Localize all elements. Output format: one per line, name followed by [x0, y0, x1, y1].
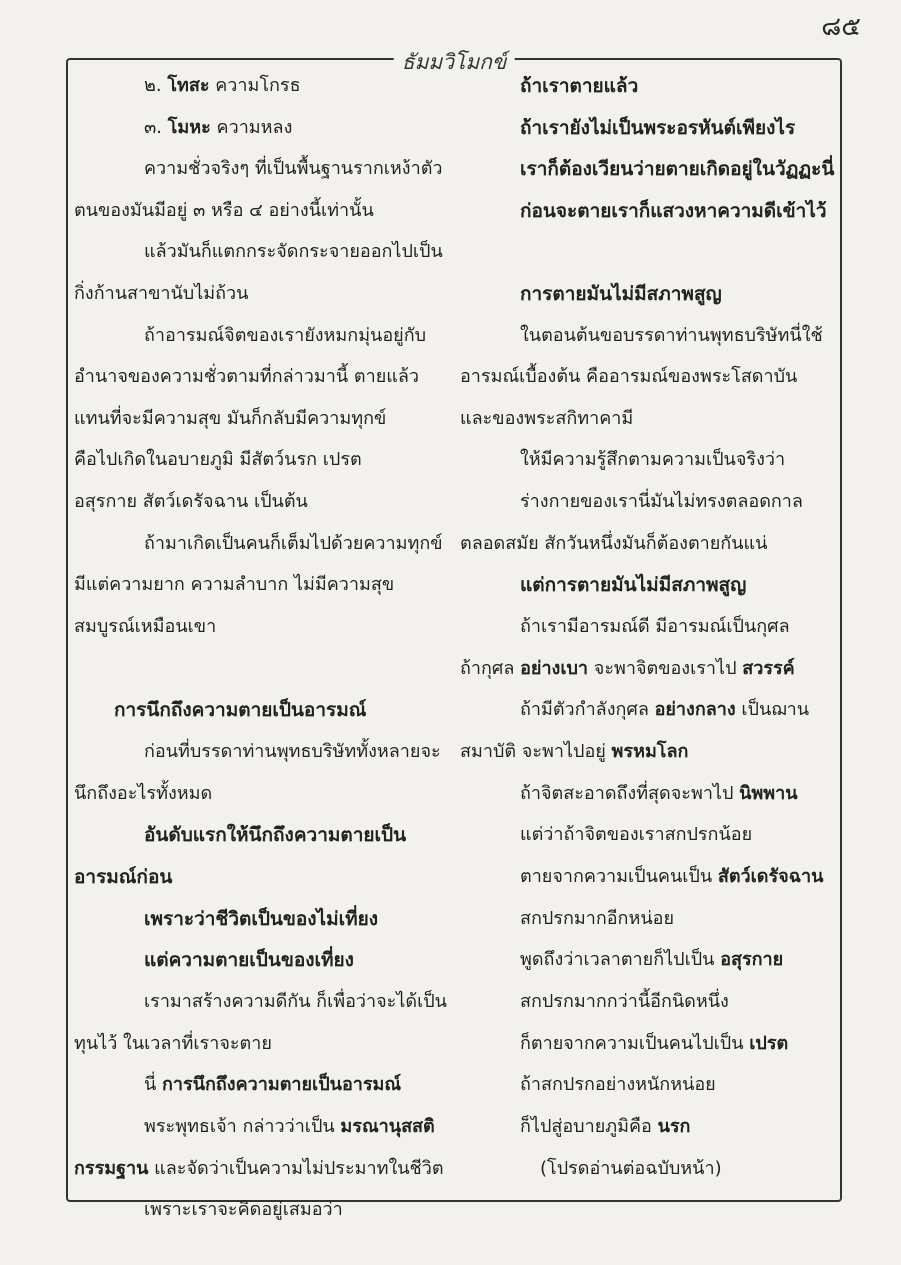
bold-text: อันดับแรกให้นึกถึงความตายเป็น [144, 824, 407, 846]
bold-text: อารมณ์ก่อน [74, 866, 173, 888]
text-span: นึกถึงอะไรทั้งหมด [74, 783, 213, 804]
left-text-line [144, 239, 443, 265]
text-span: ๓. [144, 117, 168, 138]
bold-text: ถ้าเรายังไม่เป็นพระอรหันต์เพียงไร [520, 117, 796, 139]
left-text-line [114, 697, 366, 723]
right-text-line [520, 156, 834, 182]
left-text-line [74, 572, 394, 598]
text-span: ถ้าเรามีอารมณ์ดี มีอารมณ์เป็นกุศล [520, 616, 790, 637]
bold-text: อสุรกาย [720, 949, 784, 970]
text-span: ถ้ากุศล [460, 658, 521, 679]
bold-text: เพราะว่าชีวิตเป็นของไม่เที่ยง [144, 908, 379, 930]
right-text-line [540, 1156, 722, 1182]
bold-text: การนึกถึงความตายเป็นอารมณ์ [114, 699, 367, 721]
text-span: สกปรกมากกว่านี้อีกนิดหนึ่ง [520, 991, 729, 1012]
text-span: ก็ตายจากความเป็นคนไปเป็น [520, 1033, 750, 1054]
left-text-line [144, 73, 301, 99]
right-text-line [520, 198, 827, 224]
bold-text: พรหมโลก [611, 741, 689, 762]
left-text-line [74, 447, 362, 473]
left-text-line [74, 406, 386, 432]
left-text-line [144, 989, 447, 1015]
left-text-line [74, 198, 374, 224]
left-text-line [144, 323, 426, 349]
right-text-line [520, 73, 638, 99]
text-span: แต่ว่าถ้าจิตของเราสกปรกน้อย [520, 824, 753, 845]
left-text-line [74, 364, 419, 390]
text-span: อำนาจของความชั่วตามที่กล่าวมานี้ ตายแล้ว [74, 366, 419, 387]
text-span: ทุนไว้ ในเวลาที่เราจะตาย [74, 1033, 272, 1054]
right-text-line [520, 489, 803, 515]
right-text-line [520, 572, 746, 598]
text-span: ก็ไปสู่อบายภูมิคือ [520, 1116, 658, 1137]
left-text-line [74, 489, 308, 515]
right-text-line [460, 364, 797, 390]
right-text-line [520, 989, 729, 1015]
right-text-line [520, 115, 795, 141]
text-span: ในตอนต้นขอบรรดาท่านพุทธบริษัทนี่ใช้ [520, 325, 823, 346]
left-text-line [144, 739, 441, 765]
bold-text: นรก [657, 1116, 691, 1137]
right-text-line [520, 1031, 788, 1057]
right-text-line [520, 697, 809, 723]
bold-text: อย่างกลาง [654, 699, 736, 720]
left-text-line [144, 822, 406, 848]
text-span: อารมณ์เบื้องต้น คืออารมณ์ของพระโสดาบัน [460, 366, 798, 387]
text-span: จะพาจิตของเราไป [588, 658, 743, 679]
left-text-line [74, 781, 212, 807]
left-text-line [74, 1031, 272, 1057]
right-text-line [520, 323, 823, 349]
bold-text: โมหะ [167, 117, 211, 138]
text-span: ๒. [144, 75, 168, 96]
text-span: อสุรกาย สัตว์เดรัจฉาน เป็นต้น [74, 491, 308, 512]
bold-text: แต่การตายมันไม่มีสภาพสูญ [520, 574, 747, 596]
article-frame [66, 50, 842, 1220]
bold-text: ก่อนจะตายเราก็แสวงหาความดีเข้าไว้ [520, 200, 827, 222]
page-number: ๘๕ [821, 12, 861, 42]
right-text-line [520, 822, 752, 848]
text-span: ตายจากความเป็นคนเป็น [520, 866, 718, 887]
left-text-line [74, 864, 172, 890]
bold-text: การนึกถึงความตายเป็นอารมณ์ [162, 1074, 402, 1095]
bold-text: เปรต [749, 1033, 789, 1054]
text-span: ถ้าสกปรกอย่างหนักหน่อย [520, 1074, 716, 1095]
text-span: และของพระสกิทาคามี [460, 408, 634, 429]
right-text-line [520, 614, 790, 640]
right-text-line [520, 781, 798, 807]
text-span: ถ้ามีตัวกำลังกุศล [520, 699, 655, 720]
text-span: สมบูรณ์เหมือนเขา [74, 616, 217, 637]
bold-text: เราก็ต้องเวียนว่ายตายเกิดอยู่ในวัฏฏะนี่ [520, 158, 835, 180]
running-header: ธัมมวิโมกข์ [394, 46, 515, 79]
text-span: ถ้าจิตสะอาดถึงที่สุดจะพาไป [520, 783, 740, 804]
right-text-line [520, 947, 783, 973]
right-text-line [520, 1072, 716, 1098]
bold-text: สัตว์เดรัจฉาน [717, 866, 824, 887]
text-span: ให้มีความรู้สึกตามความเป็นจริงว่า [520, 449, 786, 470]
right-text-line [460, 531, 767, 557]
text-span: เป็นฌาน [735, 699, 810, 720]
left-text-line [74, 1156, 444, 1182]
right-text-line [520, 281, 722, 307]
text-span: ก่อนที่บรรดาท่านพุทธบริษัททั้งหลายจะ [144, 741, 441, 762]
left-text-line [144, 947, 354, 973]
left-text-line [144, 1114, 435, 1140]
bold-text: ถ้าเราตายแล้ว [520, 75, 639, 97]
text-span: ถ้าอารมณ์จิตของเรายังหมกมุ่นอยู่กับ [144, 325, 427, 346]
text-span: ถ้ามาเกิดเป็นคนก็เต็มไปด้วยความทุกข์ [144, 533, 443, 554]
text-span: กิ่งก้านสาขานับไม่ถ้วน [74, 283, 249, 304]
text-span: เรามาสร้างความดีกัน ก็เพื่อว่าจะได้เป็น [144, 991, 447, 1012]
text-span: สมาบัติ จะพาไปอยู่ [460, 741, 612, 762]
text-span: นี่ [144, 1074, 163, 1095]
text-span: ความหลง [210, 117, 293, 138]
right-text-line [460, 656, 795, 682]
right-text-line [460, 739, 688, 765]
bold-text: มรณานุสสติ [340, 1116, 435, 1137]
text-span: ตนของมันมีอยู่ ๓ หรือ ๔ อย่างนี้เท่านั้น [74, 200, 374, 221]
left-text-line [74, 281, 248, 307]
text-span: (โปรดอ่านต่อฉบับหน้า) [540, 1158, 722, 1179]
bold-text: กรรมฐาน [74, 1158, 149, 1179]
left-text-line [144, 531, 443, 557]
text-span: พูดถึงว่าเวลาตายก็ไปเป็น [520, 949, 721, 970]
text-span: และจัดว่าเป็นความไม่ประมาทในชีวิต [148, 1158, 444, 1179]
left-text-line [144, 1072, 401, 1098]
left-text-line [144, 1197, 343, 1223]
left-text-line [144, 906, 378, 932]
text-span: สกปรกมากอีกหน่อย [520, 908, 674, 929]
right-text-line [520, 447, 785, 473]
text-span: เพราะเราจะคิดอยู่เสมอว่า [144, 1199, 343, 1220]
right-text-line [460, 406, 633, 432]
text-span: ความชั่วจริงๆ ที่เป็นพื้นฐานรากเหง้าตัว [144, 158, 443, 179]
text-span: คือไปเกิดในอบายภูมิ มีสัตว์นรก เปรต [74, 449, 362, 470]
text-span: มีแต่ความยาก ความลำบาก ไม่มีความสุข [74, 574, 395, 595]
left-text-line [144, 156, 443, 182]
text-span: ความโกรธ [209, 75, 301, 96]
text-span: ร่างกายของเรานี่มันไม่ทรงตลอดกาล [520, 491, 803, 512]
bold-text: แต่ความตายเป็นของเที่ยง [144, 949, 354, 971]
left-text-line [74, 614, 216, 640]
text-span: แทนที่จะมีความสุข มันก็กลับมีความทุกข์ [74, 408, 387, 429]
bold-text: นิพพาน [739, 783, 798, 804]
left-text-line [144, 115, 292, 141]
right-text-line [520, 906, 674, 932]
right-text-line [520, 864, 823, 890]
right-text-line [520, 1114, 690, 1140]
text-span: แล้วมันก็แตกกระจัดกระจายออกไปเป็น [144, 241, 443, 262]
text-span: ตลอดสมัย สักวันหนึ่งมันก็ต้องตายกันแน่ [460, 533, 768, 554]
bold-text: สวรรค์ [742, 658, 795, 679]
bold-text: โทสะ [167, 75, 210, 96]
text-span: พระพุทธเจ้า กล่าวว่าเป็น [144, 1116, 341, 1137]
bold-text: การตายมันไม่มีสภาพสูญ [520, 283, 722, 305]
bold-text: อย่างเบา [520, 658, 589, 679]
